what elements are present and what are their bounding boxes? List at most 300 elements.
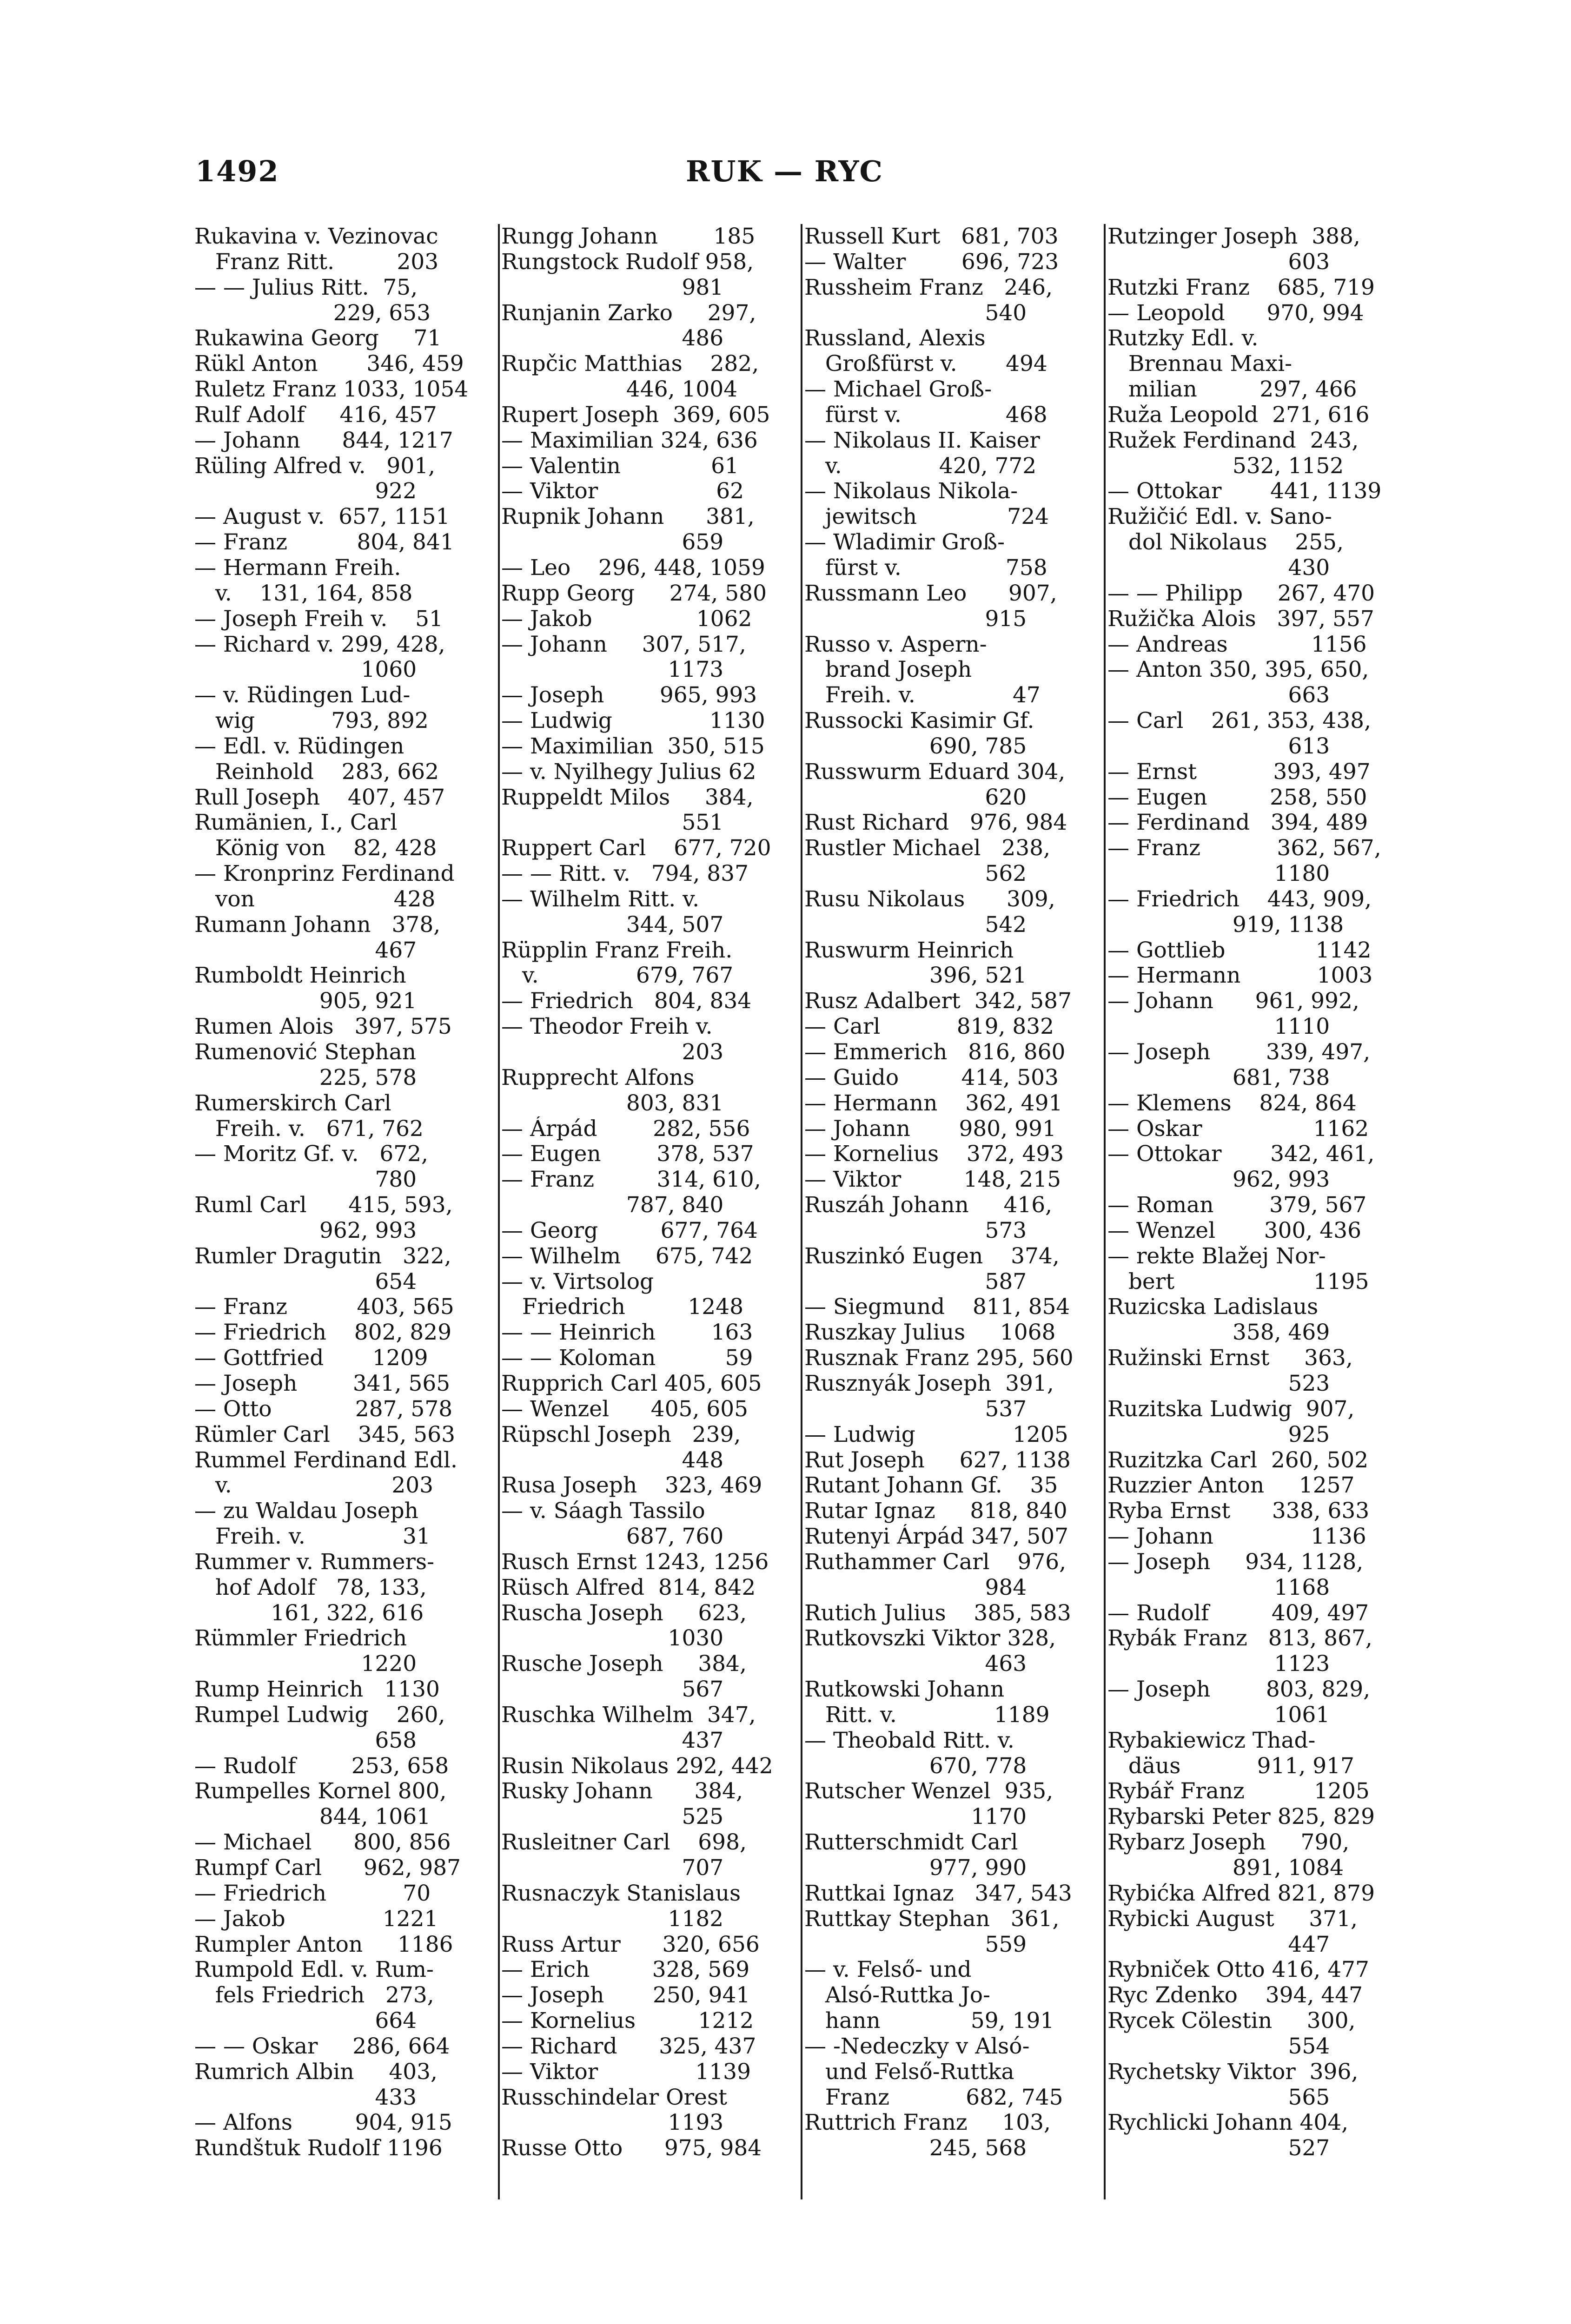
index-entry: Ruml Carl 415, 593, [194, 1193, 453, 1218]
index-entry: 919, 1138 [1107, 912, 1344, 938]
index-entry: Russocki Kasimir Gf. [804, 708, 1034, 734]
index-entry: fürst v. 758 [804, 555, 1047, 581]
index-entry: Rümmler Friedrich [194, 1626, 407, 1651]
page-number: 1492 [195, 154, 279, 188]
index-entry: fürst v. 468 [804, 402, 1047, 428]
index-entry: und Felső-Ruttka [804, 2059, 1014, 2085]
index-entry: Ruszáh Johann 416, [804, 1193, 1053, 1218]
index-entry: Rump Heinrich 1130 [194, 1677, 440, 1703]
index-entry: 603 [1107, 249, 1330, 275]
index-entry: Ruppert Carl 677, 720 [501, 836, 771, 861]
index-entry: 1193 [501, 2110, 724, 2136]
index-entry: fels Friedrich 273, [194, 1983, 434, 2008]
index-entry: — zu Waldau Joseph [194, 1499, 418, 1524]
index-entry: — Joseph 341, 565 [194, 1371, 451, 1396]
index-entry: Rybićka Alfred 821, 879 [1107, 1881, 1375, 1906]
index-entry: Rusin Nikolaus 292, 442 [501, 1753, 773, 1779]
index-entry: Ružičić Edl. v. Sano- [1107, 504, 1332, 530]
index-entry: Rundštuk Rudolf 1196 [194, 2136, 443, 2161]
index-entry: — — Oskar 286, 664 [194, 2034, 450, 2059]
index-entry: Rumerskirch Carl [194, 1090, 391, 1116]
index-entry: 527 [1107, 2136, 1330, 2161]
index-entry: 203 [501, 1040, 724, 1065]
index-entry: Rumpelles Kornel 800, [194, 1779, 447, 1804]
index-column-2 [501, 224, 794, 2213]
index-entry: 984 [804, 1575, 1027, 1600]
index-entry: 1168 [1107, 1575, 1330, 1600]
index-entry: — Roman 379, 567 [1107, 1193, 1367, 1218]
index-entry: Rumboldt Heinrich [194, 963, 406, 989]
index-entry: Rutkovszki Viktor 328, [804, 1626, 1056, 1651]
index-entry: Runjanin Zarko 297, [501, 300, 756, 326]
index-entry: 559 [804, 1932, 1027, 1957]
index-entry: Ruppeldt Milos 384, [501, 785, 754, 810]
index-entry: 463 [804, 1651, 1027, 1677]
index-entry: 525 [501, 1804, 724, 1830]
index-entry: — Nikolaus Nikola- [804, 479, 1018, 504]
index-entry: 780 [194, 1167, 417, 1193]
index-entry: — Johann 980, 991 [804, 1116, 1056, 1142]
index-entry: — Kornelius 1212 [501, 2008, 754, 2034]
index-entry: — — Heinrich 163 [501, 1320, 753, 1346]
index-entry: — Valentin 61 [501, 453, 739, 479]
index-entry: Ryba Ernst 338, 633 [1107, 1499, 1370, 1524]
index-entry: Rüling Alfred v. 901, [194, 453, 436, 479]
index-entry: — Richard v. 299, 428, [194, 632, 445, 657]
index-entry: — Johann 1136 [1107, 1524, 1366, 1550]
index-entry: Rupp Georg 274, 580 [501, 581, 767, 606]
index-entry: Ruszkay Julius 1068 [804, 1320, 1056, 1346]
index-entry: Rusa Joseph 323, 469 [501, 1473, 762, 1499]
index-entry: 430 [1107, 555, 1330, 581]
index-entry: — Wilhelm 675, 742 [501, 1243, 753, 1269]
index-entry: — v. Rüdingen Lud- [194, 683, 411, 708]
index-entry: — Leopold 970, 994 [1107, 300, 1364, 326]
index-entry: Ruthammer Carl 976, [804, 1549, 1067, 1575]
index-entry: Rumann Johann 378, [194, 912, 441, 938]
index-entry: — Walter 696, 723 [804, 249, 1059, 275]
index-entry: — Hermann 362, 491 [804, 1090, 1063, 1116]
index-entry: — Michael Groß- [804, 377, 992, 403]
index-entry: Ruttrich Franz 103, [804, 2110, 1051, 2136]
index-entry: — v. Felső- und [804, 1957, 972, 1983]
index-entry: 225, 578 [194, 1065, 417, 1090]
index-entry: — Otto 287, 578 [194, 1396, 453, 1422]
index-entry: 891, 1084 [1107, 1855, 1344, 1881]
index-entry: — Kronprinz Ferdinand [194, 861, 455, 887]
index-entry: v. 420, 772 [804, 453, 1037, 479]
index-entry: 670, 778 [804, 1753, 1027, 1779]
index-entry: v. 131, 164, 858 [194, 581, 413, 606]
index-entry: — v. Nyilhegy Julius 62 [501, 759, 756, 785]
running-title: RUK — RYC [686, 154, 883, 188]
index-entry: Rukawina Georg 71 [194, 326, 442, 351]
index-entry: — v. Sáagh Tassilo [501, 1499, 705, 1524]
index-entry: Rungg Johann 185 [501, 224, 756, 249]
index-entry: 344, 507 [501, 912, 724, 938]
index-entry: Rupprich Carl 405, 605 [501, 1371, 762, 1396]
index-entry: Rungstock Rudolf 958, [501, 249, 754, 275]
index-entry: Rusnaczyk Stanislaus [501, 1881, 741, 1906]
index-entry: Rumpf Carl 962, 987 [194, 1855, 461, 1881]
index-entry: 1180 [1107, 861, 1330, 887]
index-entry: Rust Richard 976, 984 [804, 810, 1067, 836]
index-entry: Rukavina v. Vezinovac [194, 224, 438, 249]
index-entry: — Joseph 803, 829, [1107, 1677, 1371, 1703]
index-entry: 554 [1107, 2034, 1330, 2059]
index-entry: — Franz 362, 567, [1107, 836, 1381, 861]
index-entry: 1060 [194, 657, 417, 683]
index-entry: 654 [194, 1269, 417, 1294]
index-entry: — Árpád 282, 556 [501, 1116, 750, 1142]
index-entry: 1173 [501, 657, 724, 683]
index-entry: — — Ritt. v. 794, 837 [501, 861, 749, 887]
index-entry: Freih. v. 31 [194, 1524, 431, 1550]
index-entry: 245, 568 [804, 2136, 1027, 2161]
index-column-3 [804, 224, 1097, 2213]
index-entry: — Franz 314, 610, [501, 1167, 761, 1193]
index-entry: — Carl 261, 353, 438, [1107, 708, 1372, 734]
index-entry: Franz 682, 745 [804, 2085, 1063, 2110]
index-entry: 447 [1107, 1932, 1330, 1957]
index-entry: Rybář Franz 1205 [1107, 1779, 1370, 1804]
index-entry: Russchindelar Orest [501, 2085, 727, 2110]
index-entry: Rustler Michael 238, [804, 836, 1051, 861]
index-entry: Rutzinger Joseph 388, [1107, 224, 1360, 249]
index-entry: — Franz 403, 565 [194, 1294, 454, 1320]
index-entry: Rybák Franz 813, 867, [1107, 1626, 1372, 1651]
index-entry: — Siegmund 811, 854 [804, 1294, 1070, 1320]
index-entry: 707 [501, 1855, 724, 1881]
index-entry: Freih. v. 47 [804, 683, 1041, 708]
index-entry: Rybicki August 371, [1107, 1906, 1358, 1932]
index-entry: 562 [804, 861, 1027, 887]
index-entry: 486 [501, 326, 724, 351]
index-entry: — Georg 677, 764 [501, 1218, 758, 1243]
index-entry: — Friedrich 443, 909, [1107, 886, 1372, 912]
index-entry: Ruletz Franz 1033, 1054 [194, 377, 469, 403]
index-entry: Rutterschmidt Carl [804, 1830, 1018, 1855]
index-entry: — Nikolaus II. Kaiser [804, 428, 1040, 453]
index-entry: — Richard 325, 437 [501, 2034, 756, 2059]
index-entry: Rumler Dragutin 322, [194, 1243, 451, 1269]
index-entry: Rychlicki Johann 404, [1107, 2110, 1349, 2136]
index-entry: 613 [1107, 733, 1330, 759]
index-entry: 573 [804, 1218, 1027, 1243]
index-entry: Rummer v. Rummers- [194, 1549, 434, 1575]
index-entry: Rutenyi Árpád 347, 507 [804, 1524, 1068, 1550]
index-entry: — Joseph 934, 1128, [1107, 1549, 1364, 1575]
index-entry: Rumen Alois 397, 575 [194, 1014, 452, 1040]
index-entry: Rull Joseph 407, 457 [194, 785, 445, 810]
index-entry: Friedrich 1248 [501, 1294, 743, 1320]
index-entry: Ruzicska Ladislaus [1107, 1294, 1319, 1320]
index-entry: 448 [501, 1447, 724, 1473]
index-entry: Ruža Leopold 271, 616 [1107, 402, 1370, 428]
index-entry: — Maximilian 350, 515 [501, 733, 765, 759]
index-entry: Rusznyák Joseph 391, [804, 1371, 1054, 1396]
index-entry: 587 [804, 1269, 1027, 1294]
index-entry: — Franz 804, 841 [194, 530, 454, 555]
index-entry: — Ernst 393, 497 [1107, 759, 1371, 785]
index-entry: — Eugen 378, 537 [501, 1142, 754, 1167]
index-entry: 659 [501, 530, 724, 555]
index-entry: — Carl 819, 832 [804, 1014, 1054, 1040]
index-entry: Rupert Joseph 369, 605 [501, 402, 770, 428]
index-entry: — Andreas 1156 [1107, 632, 1367, 657]
index-entry: 663 [1107, 683, 1330, 708]
index-entry: 1220 [194, 1651, 417, 1677]
index-entry: 915 [804, 606, 1027, 632]
index-entry: — Guido 414, 503 [804, 1065, 1059, 1090]
index-entry: — Michael 800, 856 [194, 1830, 451, 1855]
index-entry: — Kornelius 372, 493 [804, 1142, 1064, 1167]
index-entry: — v. Virtsolog [501, 1269, 654, 1294]
index-entry: Rumrich Albin 403, [194, 2059, 437, 2085]
index-entry: — Joseph 339, 497, [1107, 1040, 1371, 1065]
index-entry: Rutar Ignaz 818, 840 [804, 1499, 1067, 1524]
index-entry: — — Julius Ritt. 75, [194, 275, 418, 300]
index-entry: Ruschka Wilhelm 347, [501, 1702, 756, 1728]
index-entry: Ružička Alois 397, 557 [1107, 606, 1374, 632]
index-entry: — Ludwig 1130 [501, 708, 765, 734]
index-entry: Rüpschl Joseph 239, [501, 1422, 741, 1447]
index-entry: Rupprecht Alfons [501, 1065, 695, 1090]
index-entry: — Joseph 965, 993 [501, 683, 757, 708]
index-entry: dol Nikolaus 255, [1107, 530, 1344, 555]
index-entry: Rusznak Franz 295, 560 [804, 1346, 1074, 1371]
index-entry: Alsó-Ruttka Jo- [804, 1983, 990, 2008]
index-entry: Rümler Carl 345, 563 [194, 1422, 456, 1447]
index-entry: — Emmerich 816, 860 [804, 1040, 1066, 1065]
index-entry: 922 [194, 479, 417, 504]
index-entry: — Gottlieb 1142 [1107, 938, 1372, 963]
index-entry: 925 [1107, 1422, 1330, 1447]
index-entry: — Friedrich 802, 829 [194, 1320, 452, 1346]
index-entry: Ružinski Ernst 363, [1107, 1346, 1353, 1371]
index-entry: milian 297, 466 [1107, 377, 1357, 403]
index-entry: Rüsch Alfred 814, 842 [501, 1575, 756, 1600]
index-entry: brand Joseph [804, 657, 972, 683]
index-entry: 161, 322, 616 [194, 1600, 424, 1626]
index-entry: — — Philipp 267, 470 [1107, 581, 1375, 606]
index-entry: Ruszinkó Eugen 374, [804, 1243, 1060, 1269]
index-entry: — Jakob 1221 [194, 1906, 438, 1932]
index-entry: 437 [501, 1728, 724, 1753]
index-entry: bert 1195 [1107, 1269, 1369, 1294]
index-entry: — Viktor 1139 [501, 2059, 751, 2085]
index-entry: Ryc Zdenko 394, 447 [1107, 1983, 1363, 2008]
index-entry: Rupčic Matthias 282, [501, 351, 759, 377]
index-entry: Rutzky Edl. v. [1107, 326, 1259, 351]
index-entry: — Friedrich 804, 834 [501, 989, 752, 1014]
index-entry: Rusleitner Carl 698, [501, 1830, 747, 1855]
index-entry: Russ Artur 320, 656 [501, 1932, 760, 1957]
index-entry: Rutkowski Johann [804, 1677, 1005, 1703]
index-entry: 664 [194, 2008, 417, 2034]
index-column-1 [194, 224, 487, 2213]
index-entry: — Maximilian 324, 636 [501, 428, 758, 453]
index-entry: — Klemens 824, 864 [1107, 1090, 1357, 1116]
index-entry: — Eugen 258, 550 [1107, 785, 1367, 810]
index-entry: Rumpold Edl. v. Rum- [194, 1957, 434, 1983]
index-entry: hann 59, 191 [804, 2008, 1054, 2034]
index-entry: von 428 [194, 886, 436, 912]
index-entry: 565 [1107, 2085, 1330, 2110]
index-entry: 229, 653 [194, 300, 431, 326]
index-entry: 658 [194, 1728, 417, 1753]
index-entry: — Oskar 1162 [1107, 1116, 1369, 1142]
index-entry: 467 [194, 938, 417, 963]
index-entry: — Wilhelm Ritt. v. [501, 886, 700, 912]
index-entry: — August v. 657, 1151 [194, 504, 450, 530]
index-entry: 446, 1004 [501, 377, 738, 403]
index-entry: v. 679, 767 [501, 963, 734, 989]
index-entry: — Rudolf 409, 497 [1107, 1600, 1369, 1626]
index-entry: 523 [1107, 1371, 1330, 1396]
index-entry: 433 [194, 2085, 417, 2110]
index-entry: — Erich 328, 569 [501, 1957, 750, 1983]
index-entry: 687, 760 [501, 1524, 724, 1550]
index-entry: — Hermann Freih. [194, 555, 401, 581]
index-entry: Rusch Ernst 1243, 1256 [501, 1549, 769, 1575]
index-entry: Ruzzier Anton 1257 [1107, 1473, 1355, 1499]
index-entry: 977, 990 [804, 1855, 1027, 1881]
index-entry: — Hermann 1003 [1107, 963, 1373, 989]
index-entry: wig 793, 892 [194, 708, 429, 734]
index-entry: 690, 785 [804, 733, 1027, 759]
index-entry: Rupnik Johann 381, [501, 504, 755, 530]
index-entry: 1061 [1107, 1702, 1330, 1728]
index-entry: Rybniček Otto 416, 477 [1107, 1957, 1369, 1983]
index-entry: Russmann Leo 907, [804, 581, 1057, 606]
index-entry: — Theodor Freih v. [501, 1014, 713, 1040]
index-entry: Rumpel Ludwig 260, [194, 1702, 445, 1728]
index-columns [194, 224, 1394, 2213]
index-entry: Franz Ritt. 203 [194, 249, 439, 275]
index-entry: 787, 840 [501, 1193, 724, 1218]
index-entry: — -Nedeczky v Alsó- [804, 2034, 1030, 2059]
index-entry: 962, 993 [194, 1218, 417, 1243]
index-entry: Russell Kurt 681, 703 [804, 224, 1059, 249]
index-entry: Rummel Ferdinand Edl. [194, 1447, 457, 1473]
index-entry: Rutzki Franz 685, 719 [1107, 275, 1375, 300]
index-entry: Ruswurm Heinrich [804, 938, 1014, 963]
index-entry: — Ferdinand 394, 489 [1107, 810, 1368, 836]
index-entry: — — Koloman 59 [501, 1346, 753, 1371]
index-entry: — Ludwig 1205 [804, 1422, 1068, 1447]
index-entry: — rekte Blažej Nor- [1107, 1243, 1326, 1269]
index-entry: Brennau Maxi- [1107, 351, 1292, 377]
index-entry: Großfürst v. 494 [804, 351, 1047, 377]
index-entry: Rybarski Peter 825, 829 [1107, 1804, 1375, 1830]
index-entry: Ruttkay Stephan 361, [804, 1906, 1060, 1932]
index-entry: — Leo 296, 448, 1059 [501, 555, 765, 581]
index-entry: Ruzitska Ludwig 907, [1107, 1396, 1355, 1422]
index-entry: Rybarz Joseph 790, [1107, 1830, 1350, 1855]
index-entry: 396, 521 [804, 963, 1027, 989]
index-entry: Ruttkai Ignaz 347, 543 [804, 1881, 1072, 1906]
index-entry: Rychetsky Viktor 396, [1107, 2059, 1359, 2085]
index-entry: Rut Joseph 627, 1138 [804, 1447, 1071, 1473]
index-entry: Ruscha Joseph 623, [501, 1600, 747, 1626]
index-entry: Freih. v. 671, 762 [194, 1116, 424, 1142]
index-entry: 358, 469 [1107, 1320, 1330, 1346]
index-entry: — Johann 844, 1217 [194, 428, 453, 453]
index-entry: — Edl. v. Rüdingen [194, 733, 404, 759]
index-entry: 537 [804, 1396, 1027, 1422]
index-entry: 803, 831 [501, 1090, 724, 1116]
index-entry: Russheim Franz 246, [804, 275, 1053, 300]
index-entry: Rusky Johann 384, [501, 1779, 743, 1804]
index-entry: 542 [804, 912, 1027, 938]
index-entry: — Moritz Gf. v. 672, [194, 1142, 428, 1167]
index-entry: — Johann 961, 992, [1107, 989, 1359, 1014]
index-entry: — Wenzel 300, 436 [1107, 1218, 1361, 1243]
index-entry: 620 [804, 785, 1027, 810]
index-entry: — Ottokar 342, 461, [1107, 1142, 1375, 1167]
index-entry: Rüpplin Franz Freih. [501, 938, 733, 963]
index-entry: 540 [804, 300, 1027, 326]
index-entry: Ritt. v. 1189 [804, 1702, 1050, 1728]
index-entry: — Friedrich 70 [194, 1881, 431, 1906]
index-entry: Rumenović Stephan [194, 1040, 416, 1065]
index-entry: — Johann 307, 517, [501, 632, 746, 657]
index-entry: Rybakiewicz Thad- [1107, 1728, 1316, 1753]
index-entry: — Rudolf 253, 658 [194, 1753, 449, 1779]
index-entry: 551 [501, 810, 724, 836]
index-entry: Rükl Anton 346, 459 [194, 351, 464, 377]
index-entry: 905, 921 [194, 989, 417, 1014]
index-entry: hof Adolf 78, 133, [194, 1575, 427, 1600]
index-entry: Rusu Nikolaus 309, [804, 886, 1055, 912]
index-entry: jewitsch 724 [804, 504, 1049, 530]
index-entry: — Theobald Ritt. v. [804, 1728, 1014, 1753]
index-entry: — Alfons 904, 915 [194, 2110, 452, 2136]
index-entry: 844, 1061 [194, 1804, 431, 1830]
index-entry: Rycek Cölestin 300, [1107, 2008, 1356, 2034]
index-entry: — Gottfried 1209 [194, 1346, 428, 1371]
index-entry: Ružek Ferdinand 243, [1107, 428, 1359, 453]
index-entry: Rusche Joseph 384, [501, 1651, 747, 1677]
index-entry: — Ottokar 441, 1139 [1107, 479, 1382, 504]
index-entry: Rutscher Wenzel 935, [804, 1779, 1054, 1804]
index-entry: — Viktor 148, 215 [804, 1167, 1061, 1193]
index-entry: — Wladimir Groß- [804, 530, 1005, 555]
index-entry: däus 911, 917 [1107, 1753, 1354, 1779]
index-entry: — Viktor 62 [501, 479, 744, 504]
index-entry: Ruzitzka Carl 260, 502 [1107, 1447, 1369, 1473]
index-entry: 567 [501, 1677, 724, 1703]
index-entry: 1182 [501, 1906, 724, 1932]
index-entry: Russwurm Eduard 304, [804, 759, 1066, 785]
index-entry: Rumpler Anton 1186 [194, 1932, 453, 1957]
index-entry: Rumänien, I., Carl [194, 810, 398, 836]
index-entry: Russo v. Aspern- [804, 632, 987, 657]
index-entry: 981 [501, 275, 724, 300]
index-entry: Reinhold 283, 662 [194, 759, 439, 785]
index-entry: — Anton 350, 395, 650, [1107, 657, 1369, 683]
index-entry: Rusz Adalbert 342, 587 [804, 989, 1072, 1014]
page-header [195, 154, 1404, 196]
index-entry: v. 203 [194, 1473, 434, 1499]
index-entry: Russe Otto 975, 984 [501, 2136, 762, 2161]
index-entry: 532, 1152 [1107, 453, 1344, 479]
index-entry: — Joseph Freih v. 51 [194, 606, 443, 632]
index-entry: Rutant Johann Gf. 35 [804, 1473, 1058, 1499]
index-entry: — Wenzel 405, 605 [501, 1396, 749, 1422]
index-entry: 962, 993 [1107, 1167, 1330, 1193]
